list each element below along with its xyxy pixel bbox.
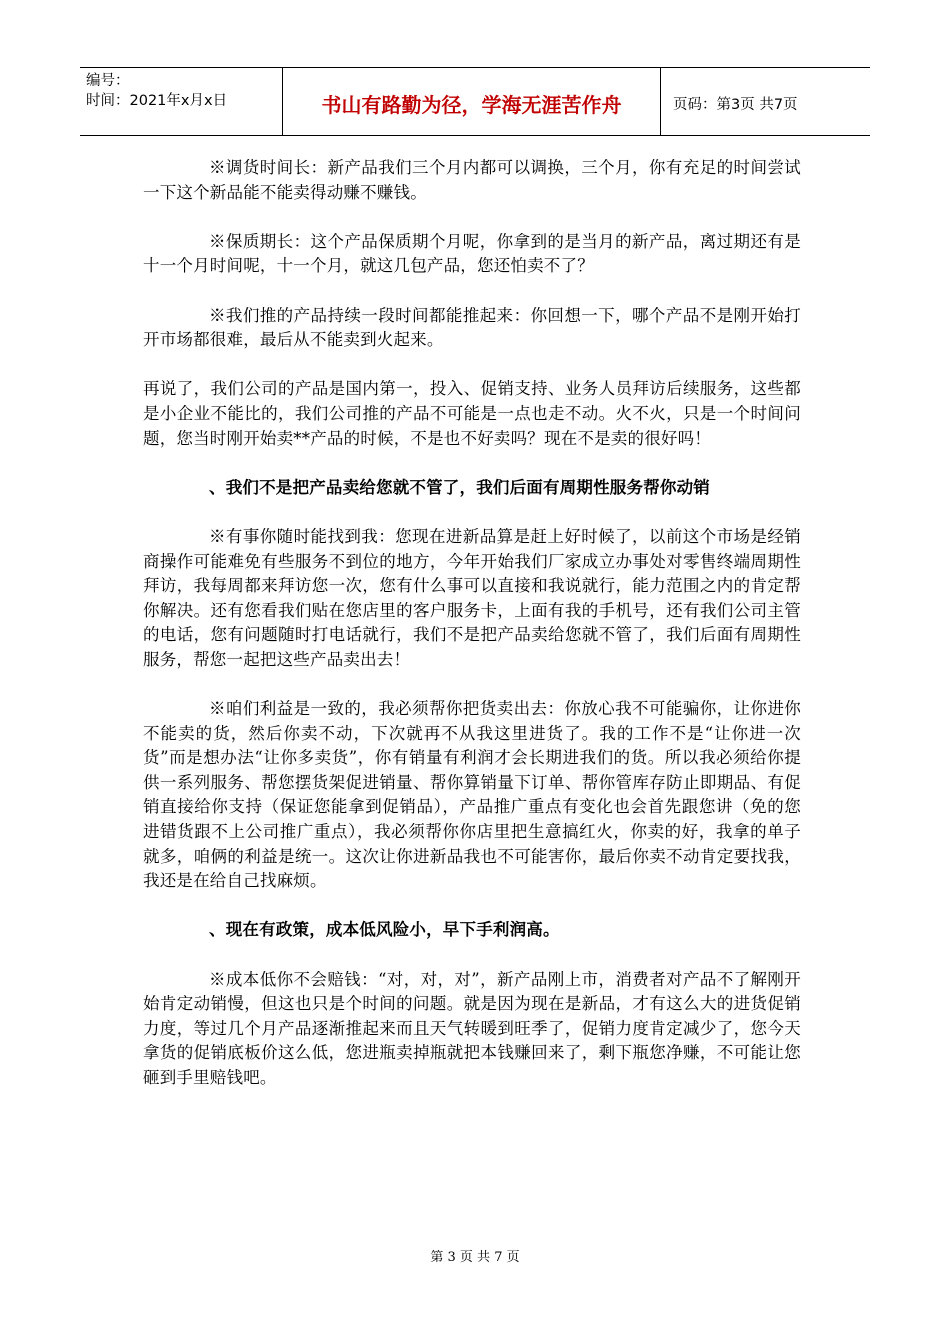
- document-number-label: 编号：: [86, 73, 130, 89]
- paragraph: ※咱们利益是一致的，我必须帮你把货卖出去：你放心我不可能骗你，让你进你不能卖的货，然后你卖不动，下次就再不从我这里进货了。我的工作不是“让你进一次货”而是想办法“让你多卖货”，你有销量有利润才会长期进我们的货。所以我必须给你提供一系列服务、帮您摆货架促进销量、帮你算销量下订单、帮你管库存防止即期品、有促销直接给你支持（保证您能拿到促销品），产品推广重点有变化也会首先跟您讲（免的您进错货跟不上公司推广重点），我必须帮你你店里把生意搞红火，你卖的好，我拿的单子就多，咱俩的利益是统一。这次让你进新品我也不可能害你，最后你卖不动肯定要找我，我还是在给自己找麻烦。: [143, 699, 801, 891]
- page-footer: 第 3 页 共 7 页: [430, 1250, 520, 1265]
- header-page-info: 页码：第3页 共7页: [673, 97, 798, 113]
- section-heading: 、现在有政策，成本低风险小，早下手利润高。: [209, 920, 560, 940]
- header-meta-cell: [80, 68, 283, 135]
- paragraph: ※调货时间长：新产品我们三个月内都可以调换，三个月，你有充足的时间尝试一下这个新品能不能卖得动赚不赚钱。: [143, 158, 801, 202]
- header-motto: 书山有路勤为径，学海无涯苦作舟: [283, 68, 661, 135]
- paragraph: ※成本低你不会赔钱：“对，对，对”，新产品刚上市，消费者对产品不了解刚开始肯定动销慢，但这也只是个时间的问题。就是因为现在是新品，才有这么大的进货促销力度，等过几个月产品逐渐推起来而且天气转暖到旺季了，促销力度肯定减少了，您今天拿货的促销底板价这么低，您进瓶卖掉瓶就把本钱赚回来了，剩下瓶您净赚，不可能让您砸到手里赔钱吧。: [143, 969, 801, 1087]
- section-heading: 、我们不是把产品卖给您就不管了，我们后面有周期性服务帮你动销: [209, 477, 710, 497]
- document-body: [143, 156, 801, 1115]
- document-date-label: 时间：2021年x月x日: [86, 93, 228, 109]
- paragraph: 再说了，我们公司的产品是国内第一，投入、促销支持、业务人员拜访后续服务，这些都是小企业不能比的，我们公司推的产品不可能是一点也走不动。火不火，只是一个时间问题，您当时刚开始卖**产品的时候，不是也不好卖吗？现在不是卖的很好吗！: [143, 379, 801, 448]
- paragraph: ※保质期长：这个产品保质期个月呢，你拿到的是当月的新产品，离过期还有是十一个月时间呢，十一个月，就这几包产品，您还怕卖不了？: [143, 231, 801, 276]
- page-header: [80, 67, 870, 136]
- paragraph: ※我们推的产品持续一段时间都能推起来：你回想一下，哪个产品不是刚开始打开市场都很难，最后从不能卖到火起来。: [143, 305, 801, 350]
- paragraph: ※有事你随时能找到我：您现在进新品算是赶上好时候了，以前这个市场是经销商操作可能难免有些服务不到位的地方，今年开始我们厂家成立办事处对零售终端周期性拜访，我每周都来拜访您一次，您有什么事可以直接和我说就行，能力范围之内的肯定帮你解决。还有您看我们贴在您店里的客户服务卡，上面有我的手机号，还有我们公司主管的电话，您有问题随时打电话就行，我们不是把产品卖给您就不管了，我们后面有周期性服务，帮您一起把这些产品卖出去！: [143, 526, 801, 669]
